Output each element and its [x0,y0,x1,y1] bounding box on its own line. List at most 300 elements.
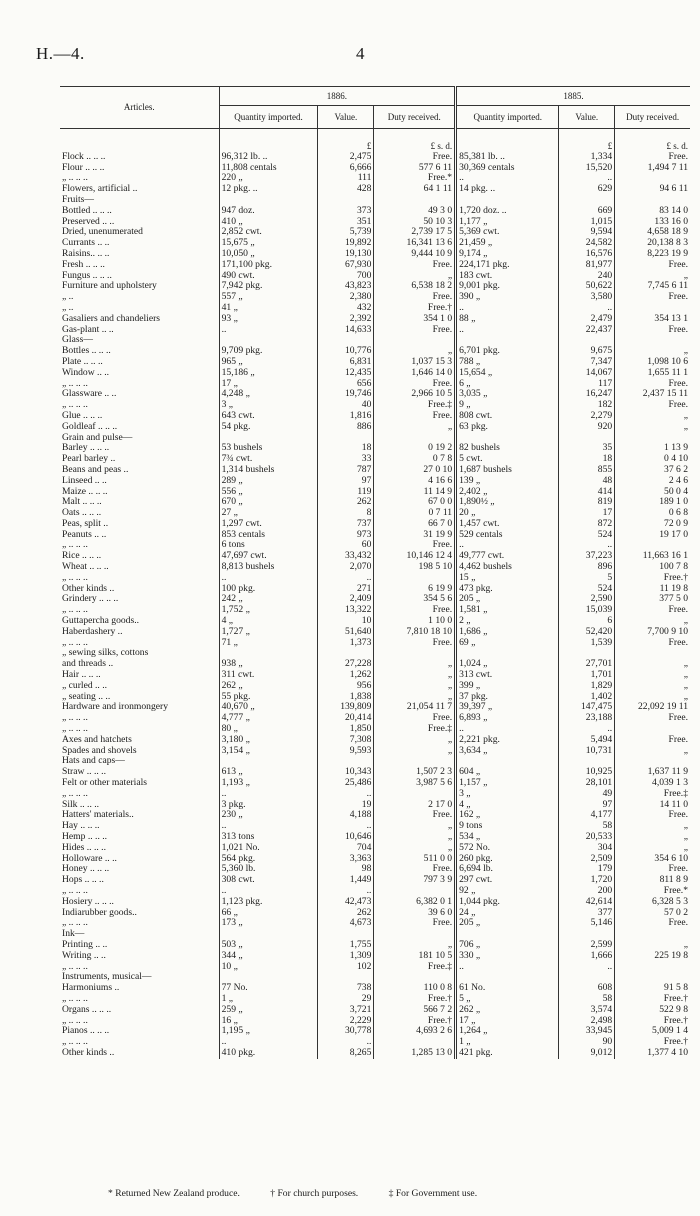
article-cell: „ .. .. .. [62,961,88,972]
quantity-1886-cell: 613 „ [219,767,318,778]
duty-1886-cell: 66 7 0 [374,519,456,530]
article-cell: Flour .. .. .. [62,162,105,173]
quantity-1886-cell: 344 „ [219,951,318,962]
quantity-1886-cell: 556 „ [219,487,318,498]
value-1886-cell [318,433,374,444]
quantity-1885-cell: 162 „ [456,810,559,821]
value-1886-cell: 737 [318,519,374,530]
table-row [60,929,690,940]
quantity-1886-cell: 670 „ [219,497,318,508]
duty-1886-cell: Free.‡ [374,724,456,735]
value-1886-cell: 43,823 [318,281,374,292]
value-1886-cell: 886 [318,422,374,433]
table-row [60,184,690,195]
year-1886-header: 1886. [219,87,456,106]
value-1886-cell: 67,930 [318,260,374,271]
quantity-1885-cell: 5 „ [456,994,559,1005]
duty-1885-cell: „ [615,616,690,627]
table-row [60,433,690,444]
value-1886-cell: 1,449 [318,875,374,886]
article-cell: Silk .. .. .. [62,799,100,810]
quantity-1886-cell: 27 „ [219,508,318,519]
quantity-1885-cell [456,929,559,940]
value-1885-cell: 179 [559,864,615,875]
quantity-1886-cell: 262 „ [219,681,318,692]
quantity-1885-cell: 4 „ [456,800,559,811]
quantity-1885-cell: 1,177 „ [456,217,559,228]
table-row [60,1016,690,1027]
duty-1886-cell [374,433,456,444]
quantity-1886-cell: 1,193 „ [219,778,318,789]
quantity-1886-cell: 557 „ [219,292,318,303]
duty-1885-cell: 11,663 16 1 [615,551,690,562]
duty-1886-cell: 354 1 0 [374,314,456,325]
duty-header-1885: Duty received. [615,106,690,129]
quantity-1886-cell: 1,297 cwt. [219,519,318,530]
quantity-1886-cell: 47,697 cwt. [219,551,318,562]
quantity-1886-cell: 308 cwt. [219,875,318,886]
duty-1885-cell: 1,098 10 6 [615,357,690,368]
quantity-1886-cell: 6 tons [219,540,318,551]
article-cell: Straw .. .. .. [62,767,106,778]
duty-1886-cell: Free.† [374,994,456,1005]
quantity-1885-cell: 2 „ [456,616,559,627]
quantity-1886-cell: 7¾ cwt. [219,454,318,465]
quantity-1885-cell: 6,694 lb. [456,864,559,875]
duty-1886-cell: Free. [374,713,456,724]
table-row [60,217,690,228]
quantity-1886-cell: 1,752 „ [219,605,318,616]
duty-1886-cell: Free. [374,411,456,422]
table-row [60,573,690,584]
table-body [60,129,690,1059]
value-1886-cell: 8 [318,508,374,519]
value-1885-cell [559,335,615,346]
value-1886-cell: 18 [318,443,374,454]
table-row [60,465,690,476]
value-1885-cell: 5 [559,573,615,584]
quantity-1885-cell: 14 pkg. .. [456,184,559,195]
value-1886-cell: 262 [318,908,374,919]
quantity-1886-cell: 853 centals [219,530,318,541]
value-1885-cell: .. [559,962,615,973]
table-row [60,972,690,983]
duty-1885-cell: Free. [615,735,690,746]
quantity-1886-cell: 77 No. [219,983,318,994]
table-row [60,918,690,929]
duty-1886-cell [374,573,456,584]
duty-1885-cell: 11 19 8 [615,584,690,595]
article-cell: Hosiery .. .. .. [62,896,114,907]
quantity-1885-cell: 1,686 „ [456,627,559,638]
quantity-1885-cell: 49,777 cwt. [456,551,559,562]
article-cell: „ .. .. .. [62,400,88,411]
duty-1885-cell: 189 1 0 [615,497,690,508]
value-1886-cell: 42,473 [318,897,374,908]
table-row [60,1026,690,1037]
table-row [60,843,690,854]
quantity-1886-cell: 965 „ [219,357,318,368]
value-1886-cell: 271 [318,584,374,595]
table-row [60,540,690,551]
value-1886-cell: 30,778 [318,1026,374,1037]
duty-1886-cell: Free. [374,379,456,390]
value-1886-cell: 10,776 [318,346,374,357]
table-row [60,530,690,541]
quantity-1886-cell: 490 cwt. [219,271,318,282]
quantity-1885-cell: 6,701 pkg. [456,346,559,357]
table-row [60,713,690,724]
quantity-1885-cell: 313 cwt. [456,670,559,681]
duty-1886-cell [374,195,456,206]
duty-1885-cell: 811 8 9 [615,875,690,886]
duty-1885-cell: 0 4 10 [615,454,690,465]
value-1885-cell: 48 [559,476,615,487]
duty-1886-cell: 1,037 15 3 [374,357,456,368]
quantity-header-1885: Quantity imported. [456,106,559,129]
quantity-1885-cell [456,195,559,206]
value-1886-cell: 29 [318,994,374,1005]
unit-value-1886: £ [318,141,374,152]
quantity-1885-cell: 183 cwt. [456,271,559,282]
article-cell: „ .. .. .. [62,378,88,389]
duty-1885-cell: 354 13 1 [615,314,690,325]
quantity-1885-cell: 39,397 „ [456,702,559,713]
quantity-1885-cell [456,756,559,767]
value-1886-cell: 119 [318,487,374,498]
table-row [60,281,690,292]
value-1885-cell: 17 [559,508,615,519]
quantity-1885-cell: 1,157 „ [456,778,559,789]
value-1886-cell: 10,343 [318,767,374,778]
article-cell: „ .. [62,292,74,303]
value-1885-cell: 15,039 [559,605,615,616]
quantity-1886-cell [219,929,318,940]
duty-1885-cell [615,303,690,314]
article-cell: Haberdashery .. [62,626,123,637]
duty-1885-cell: „ [615,681,690,692]
duty-1885-cell: 5,009 1 4 [615,1026,690,1037]
table-row [60,886,690,897]
quantity-1886-cell: 15,675 „ [219,238,318,249]
duty-1886-cell: „ [374,681,456,692]
value-1885-cell: 2,509 [559,854,615,865]
article-cell: Fungus .. .. .. [62,270,112,281]
value-1885-cell: 524 [559,530,615,541]
quantity-1885-cell: 421 pkg. [456,1048,559,1059]
value-1885-cell: 872 [559,519,615,530]
duty-1885-cell: 57 0 2 [615,908,690,919]
duty-1885-cell: Free.† [615,1016,690,1027]
value-1885-cell: 896 [559,562,615,573]
value-1886-cell: 19,746 [318,389,374,400]
value-1886-cell: 1,816 [318,411,374,422]
article-cell: Gasaliers and chandeliers [62,313,161,324]
article-cell: Window .. .. [62,367,110,378]
quantity-1885-cell: 330 „ [456,951,559,962]
article-cell: Pianos .. .. .. [62,1026,110,1037]
duty-1885-cell: Free.† [615,994,690,1005]
value-1886-cell: 1,850 [318,724,374,735]
article-cell: Felt or other materials [62,778,147,789]
imports-table [60,86,690,1059]
duty-1885-cell [615,724,690,735]
duty-1885-cell [615,173,690,184]
value-1886-cell: 2,070 [318,562,374,573]
article-cell: Barley .. .. .. [62,443,110,454]
table-row [60,271,690,282]
article-cell: „ .. .. .. [62,1015,88,1026]
quantity-1885-cell: 139 „ [456,476,559,487]
duty-1885-cell: 2,437 15 11 [615,389,690,400]
value-1886-cell: 2,229 [318,1016,374,1027]
duty-1886-cell [374,789,456,800]
table-row [60,1037,690,1048]
value-1886-cell: 9,593 [318,746,374,757]
value-1885-cell: 24,582 [559,238,615,249]
value-1885-cell: 9,012 [559,1048,615,1059]
duty-1885-cell [615,972,690,983]
table-row [60,476,690,487]
duty-1885-cell: Free. [615,918,690,929]
table-row [60,692,690,703]
duty-1886-cell: „ [374,422,456,433]
duty-1886-cell: 50 10 3 [374,217,456,228]
quantity-1886-cell: 10 „ [219,962,318,973]
duty-1885-cell: Free. [615,713,690,724]
duty-1885-cell: Free. [615,292,690,303]
value-1886-cell: 2,475 [318,152,374,163]
article-cell: Spades and shovels [62,745,137,756]
table-row [60,346,690,357]
quantity-1885-cell: 20 „ [456,508,559,519]
quantity-1885-cell: 2,221 pkg. [456,735,559,746]
article-cell: Wheat .. .. .. [62,562,109,573]
quantity-1885-cell: 399 „ [456,681,559,692]
quantity-1886-cell: 259 „ [219,1005,318,1016]
value-1886-cell: 19,130 [318,249,374,260]
duty-1885-cell: 91 5 8 [615,983,690,994]
quantity-1886-cell [219,756,318,767]
duty-1885-cell: 4,039 1 3 [615,778,690,789]
duty-1886-cell: 1 10 0 [374,616,456,627]
value-1885-cell: 16,247 [559,389,615,400]
article-cell: „ .. .. .. [62,918,88,929]
table-row [60,810,690,821]
unit-value-1885: £ [559,141,615,152]
duty-1885-cell: 1,377 4 10 [615,1048,690,1059]
duty-1885-cell [615,433,690,444]
quantity-1885-cell: 4,462 bushels [456,562,559,573]
quantity-header-1886: Quantity imported. [219,106,318,129]
duty-1886-cell: 0 7 8 [374,454,456,465]
article-cell: „ curled .. .. [62,680,108,691]
article-cell: Glassware .. .. [62,389,117,400]
duty-1886-cell: Free.† [374,1016,456,1027]
article-cell: Bottled .. .. .. [62,205,112,216]
value-1885-cell: 304 [559,843,615,854]
article-cell: Peas, split .. [62,518,109,529]
table-row [60,443,690,454]
value-1885-cell: 1,015 [559,217,615,228]
quantity-1886-cell: 289 „ [219,476,318,487]
value-1885-cell: 22,437 [559,325,615,336]
quantity-1885-cell: 88 „ [456,314,559,325]
duty-1886-cell: 6 19 9 [374,584,456,595]
value-header-1886: Value. [318,106,374,129]
article-cell: Writing .. .. [62,950,106,961]
unit-duty-1886: £ s. d. [374,141,456,152]
quantity-1886-cell: 1,195 „ [219,1026,318,1037]
duty-1885-cell: Free.* [615,886,690,897]
duty-1886-cell: „ [374,735,456,746]
quantity-1886-cell [219,195,318,206]
duty-1885-cell: 72 0 9 [615,519,690,530]
article-cell: Peanuts .. .. [62,529,107,540]
duty-1886-cell: 577 6 11 [374,163,456,174]
quantity-1886-cell [219,335,318,346]
quantity-1885-cell: .. [456,303,559,314]
article-cell: Furniture and upholstery [62,281,157,292]
value-1886-cell: 1,373 [318,638,374,649]
quantity-1886-cell [219,972,318,983]
value-1885-cell [559,195,615,206]
table-row [60,260,690,271]
value-1885-cell: 920 [559,422,615,433]
article-cell: Flock .. .. .. [62,151,106,162]
value-1886-cell [318,972,374,983]
value-1885-cell [559,756,615,767]
duty-1886-cell [374,886,456,897]
duty-1886-cell: 11 14 9 [374,487,456,498]
duty-1886-cell: 7,810 18 10 [374,627,456,638]
table-row [60,152,690,163]
duty-1885-cell: Free. [615,400,690,411]
value-1885-cell: 2,590 [559,594,615,605]
quantity-1886-cell [219,433,318,444]
quantity-1886-cell: 12 pkg. .. [219,184,318,195]
table-row [60,1005,690,1016]
page-header [36,44,682,70]
duty-1885-cell: „ [615,670,690,681]
table-row [60,994,690,1005]
duty-1885-cell: „ [615,821,690,832]
table-row [60,648,690,659]
quantity-1885-cell: 808 cwt. [456,411,559,422]
quantity-1886-cell: 313 tons [219,832,318,843]
value-1886-cell: 98 [318,864,374,875]
duty-1885-cell: 4,658 18 9 [615,227,690,238]
quantity-1886-cell: 503 „ [219,940,318,951]
value-1885-cell: 5,146 [559,918,615,929]
page-number: 4 [356,44,365,63]
value-1885-cell: 414 [559,487,615,498]
duty-1886-cell: Free. [374,325,456,336]
duty-1886-cell: Free.‡ [374,400,456,411]
article-cell: Oats .. .. .. [62,508,102,519]
duty-1886-cell: 2 17 0 [374,800,456,811]
article-cell: „ .. .. .. [62,540,88,551]
article-cell: Printing .. .. [62,939,108,950]
table-row [60,767,690,778]
article-cell: Pearl barley .. [62,454,116,465]
table-row [60,594,690,605]
table-row [60,508,690,519]
duty-1886-cell [374,1037,456,1048]
value-1886-cell: 373 [318,206,374,217]
value-1885-cell [559,972,615,983]
duty-1885-cell: 1,637 11 9 [615,767,690,778]
duty-1885-cell: 2 4 6 [615,476,690,487]
duty-1885-cell [615,756,690,767]
quantity-1886-cell: .. [219,573,318,584]
value-1885-cell: 3,574 [559,1005,615,1016]
article-cell: Goldleaf .. .. .. [62,421,118,432]
article-cell: Bottles .. .. .. [62,346,111,357]
value-1886-cell: 7,308 [318,735,374,746]
duty-1886-cell: 6,538 18 2 [374,281,456,292]
value-1885-cell: 5,494 [559,735,615,746]
duty-1886-cell: 1,646 14 0 [374,368,456,379]
table-row [60,379,690,390]
table-row [60,897,690,908]
duty-1885-cell [615,335,690,346]
table-row [60,681,690,692]
value-1885-cell: .. [559,724,615,735]
duty-1885-cell: „ [615,346,690,357]
value-1885-cell: 2,479 [559,314,615,325]
quantity-1885-cell: 205 „ [456,594,559,605]
duty-1886-cell: 67 0 0 [374,497,456,508]
quantity-1886-cell: 242 „ [219,594,318,605]
table-row [60,951,690,962]
duty-1886-cell: 64 1 11 [374,184,456,195]
value-1885-cell: 819 [559,497,615,508]
duty-1885-cell: Free. [615,260,690,271]
quantity-1885-cell: 260 pkg. [456,854,559,865]
quantity-1885-cell: 205 „ [456,918,559,929]
quantity-1886-cell: 54 pkg. [219,422,318,433]
duty-1886-cell: 9,444 10 9 [374,249,456,260]
duty-1886-cell: Free. [374,638,456,649]
value-1886-cell: 1,838 [318,692,374,703]
table-row [60,519,690,530]
article-cell: Hides .. .. .. [62,842,106,853]
value-1885-cell: 4,177 [559,810,615,821]
quantity-1886-cell: 10,050 „ [219,249,318,260]
quantity-1886-cell: 3 pkg. [219,800,318,811]
quantity-1886-cell: 17 „ [219,379,318,390]
quantity-1885-cell: 604 „ [456,767,559,778]
quantity-1885-cell: 5 cwt. [456,454,559,465]
value-1886-cell [318,648,374,659]
value-1885-cell: 14,067 [559,368,615,379]
duty-1886-cell: Free. [374,918,456,929]
value-1885-cell: 90 [559,1037,615,1048]
quantity-1886-cell: 643 cwt. [219,411,318,422]
table-row [60,292,690,303]
value-1885-cell: 10,925 [559,767,615,778]
value-1885-cell: 81,977 [559,260,615,271]
quantity-1885-cell: 706 „ [456,940,559,951]
duty-1885-cell: 8,223 19 9 [615,249,690,260]
duty-1885-cell: 0 6 8 [615,508,690,519]
quantity-1885-cell: 788 „ [456,357,559,368]
quantity-1886-cell: 2,852 cwt. [219,227,318,238]
article-cell: „ .. .. .. [62,173,88,184]
value-1886-cell [318,756,374,767]
value-1886-cell: 25,486 [318,778,374,789]
